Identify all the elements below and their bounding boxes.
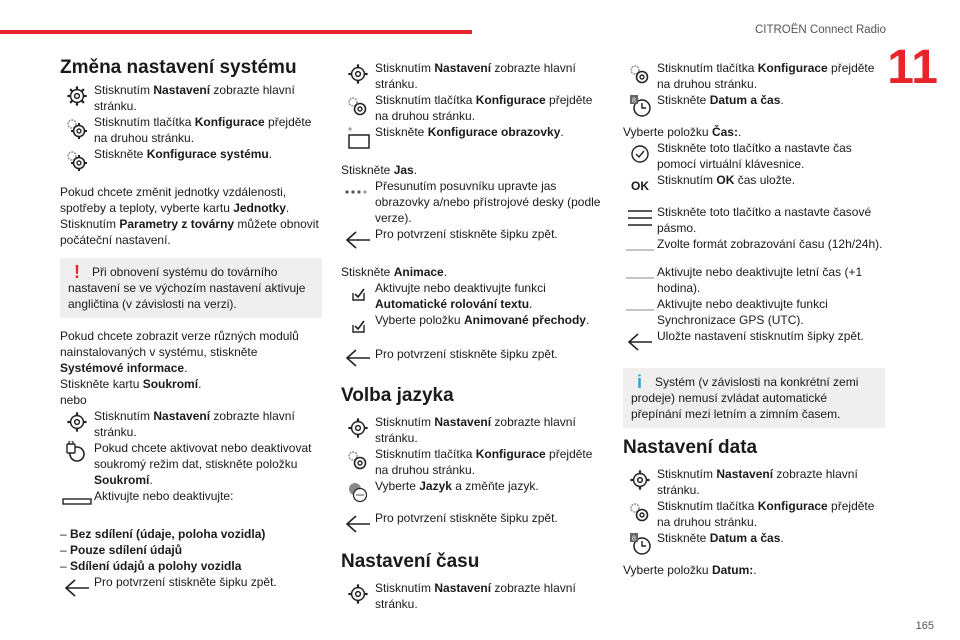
gear-icon — [623, 466, 657, 494]
paragraph: Stisknutím Parametry z továrny můžete obnovit počáteční nastavení. — [60, 217, 319, 247]
date-time-icon — [623, 530, 657, 558]
step: Aktivujte nebo deaktivujte funkci Synchronizace GPS (UTC). — [623, 296, 885, 328]
paragraph: Vyberte položku Datum:. — [623, 563, 757, 577]
step: Pro potvrzení stiskněte šipku zpět. — [341, 506, 603, 542]
privacy-gear-icon — [60, 440, 94, 468]
screen-brightness-icon — [341, 124, 375, 152]
svg-text:8: 8 — [632, 97, 636, 105]
list-item: – Sdílení údajů a polohy vozidla — [60, 558, 322, 574]
configuration-gears-icon — [60, 146, 94, 174]
divider-line-icon — [623, 264, 657, 292]
step: Pro potvrzení stiskněte šipku zpět. — [341, 340, 603, 376]
divider-line-icon — [623, 236, 657, 264]
step: Stiskněte toto tlačítko a nastavte čas pomocí virtuální klávesnice. — [623, 140, 885, 172]
step: Vyberte položku Animované přechody. — [341, 312, 603, 340]
gear-icon — [341, 414, 375, 442]
checkbox-icon — [341, 280, 375, 308]
info-icon: i — [637, 372, 643, 392]
checkbox-icon — [341, 312, 375, 340]
step: Pro potvrzení stiskněte šipku zpět. — [341, 226, 603, 254]
section-title-time: Nastavení času — [341, 551, 480, 572]
header-accent-bar — [0, 30, 472, 34]
step: Pokud chcete aktivovat nebo deaktivovat soukromý režim dat, stiskněte položku Soukromí. — [60, 440, 322, 488]
paragraph: Pokud chcete změnit jednotky vzdálenosti, spotřeby a teploty, vyberte kartu Jednotky. — [60, 185, 290, 215]
step: Uložte nastavení stisknutím šipky zpět. — [623, 328, 885, 356]
gear-icon — [60, 82, 94, 110]
gear-icon — [341, 60, 375, 88]
gear-icon — [60, 408, 94, 436]
section-title-language: Volba jazyka — [341, 385, 454, 406]
section-title-date: Nastavení data — [623, 437, 758, 458]
step: Zvolte formát zobrazování času (12h/24h). — [623, 236, 885, 264]
configuration-gears-icon — [623, 498, 657, 526]
column-2 — [341, 60, 603, 612]
paragraph: Stiskněte Animace. — [341, 265, 448, 279]
date-time-icon — [623, 92, 657, 120]
step: Stisknutím tlačítka Konfigurace přejděte na druhou stránku. — [341, 446, 603, 478]
menu-lines-icon — [623, 204, 657, 232]
toggle-bar-icon — [60, 488, 94, 516]
step: Stisknutím tlačítka Konfigurace přejděte na druhou stránku. — [60, 114, 322, 146]
paragraph: Vyberte položku Čas:. — [623, 125, 742, 139]
step: Stisknutím Nastavení zobrazte hlavní stránku. — [341, 580, 603, 612]
step: Stisknutím tlačítka Konfigurace přejděte na druhou stránku. — [623, 60, 885, 92]
paragraph: nebo — [60, 393, 87, 407]
paragraph: Pokud chcete zobrazit verze různých modulů nainstalovaných v systému, stiskněte Systémové informace. — [60, 329, 299, 375]
privacy-options-list — [60, 526, 322, 574]
back-arrow-icon — [341, 340, 375, 376]
step: OK Stisknutím OK čas uložte. — [623, 172, 885, 200]
ok-icon: OK — [631, 179, 649, 193]
step: Stisknutím Nastavení zobrazte hlavní stránku. — [341, 414, 603, 446]
step: Stisknutím tlačítka Konfigurace přejděte na druhou stránku. — [623, 498, 885, 530]
language-flag-icon — [341, 478, 375, 506]
step: Aktivujte nebo deaktivujte letní čas (+1 hodina). — [623, 264, 885, 296]
paragraph: Stiskněte kartu Soukromí. — [60, 377, 202, 391]
back-arrow-icon — [341, 506, 375, 542]
configuration-gears-icon — [341, 92, 375, 120]
back-arrow-icon — [60, 574, 94, 602]
step: Aktivujte nebo deaktivujte: — [60, 488, 322, 516]
step: 8 Stiskněte Datum a čas. — [623, 92, 885, 120]
column-1 — [60, 56, 322, 602]
step: Stisknutím Nastavení zobrazte hlavní stránku. — [60, 82, 322, 114]
paragraph: Stiskněte Jas. — [341, 163, 418, 177]
step: Stiskněte toto tlačítko a nastavte časové pásmo. — [623, 204, 885, 236]
slider-dots-icon — [341, 178, 375, 206]
configuration-gears-icon — [341, 446, 375, 474]
list-item: – Pouze sdílení údajů — [60, 542, 322, 558]
configuration-gears-icon — [60, 114, 94, 142]
step: Stiskněte Konfigurace obrazovky. — [341, 124, 603, 152]
list-item: – Bez sdílení (údaje, poloha vozidla) — [60, 526, 322, 542]
warning-note: ! Při obnovení systému do továrního nastavení se ve výchozím nastavení aktivuje angličtina (v závislosti na verzi). — [60, 258, 322, 318]
page-number: 165 — [915, 620, 934, 632]
edit-time-icon — [623, 140, 657, 168]
step: Stiskněte Konfigurace systému. — [60, 146, 322, 174]
step: Stisknutím Nastavení zobrazte hlavní stránku. — [60, 408, 322, 440]
column-3 — [623, 60, 885, 578]
warning-icon: ! — [74, 262, 80, 282]
section-title-system-settings: Změna nastavení systému — [60, 57, 297, 78]
gear-icon — [341, 580, 375, 608]
back-arrow-icon — [341, 226, 375, 254]
header-title: CITROËN Connect Radio — [754, 24, 886, 36]
configuration-gears-icon — [623, 60, 657, 88]
step: Stisknutím Nastavení zobrazte hlavní stránku. — [341, 60, 603, 92]
chapter-number: 11 — [887, 41, 938, 94]
step: Aktivujte nebo deaktivujte funkci Automatické rolování textu. — [341, 280, 603, 312]
info-note: i Systém (v závislosti na konkrétní zemi prodeje) nemusí zvládat automatické přepínání mezi letním a zimním časem. — [623, 368, 885, 428]
step: 8 Stiskněte Datum a čas. — [623, 530, 885, 558]
back-arrow-icon — [623, 328, 657, 356]
divider-line-icon — [623, 296, 657, 324]
step: Stisknutím tlačítka Konfigurace přejděte na druhou stránku. — [341, 92, 603, 124]
step: Přesunutím posuvníku upravte jas obrazovky a/nebo přístrojové desky (podle verze). — [341, 178, 603, 226]
step: Vyberte Jazyk a změňte jazyk. — [341, 478, 603, 506]
step: Stisknutím Nastavení zobrazte hlavní stránku. — [623, 466, 885, 498]
step: Pro potvrzení stiskněte šipku zpět. — [60, 574, 322, 602]
svg-text:8: 8 — [632, 535, 636, 543]
